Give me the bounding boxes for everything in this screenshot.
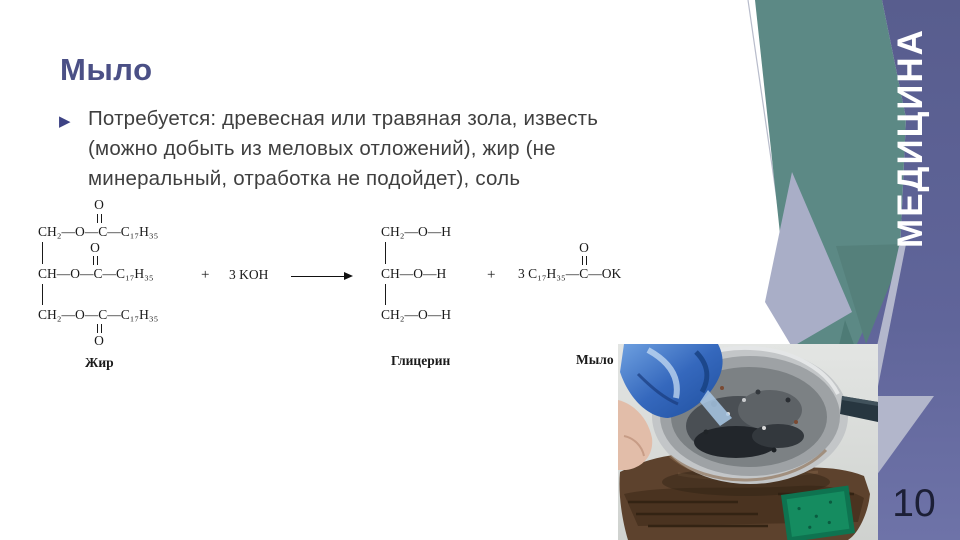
soap-making-photo (618, 344, 878, 540)
glycerin-label: Глицерин (391, 353, 451, 368)
reagent-koh: 3 KOH (229, 267, 269, 282)
fat-oxygen-mid: O (90, 240, 100, 255)
arrow-shaft (291, 276, 344, 277)
fat-label: Жир (85, 355, 114, 370)
bullet-text-line: Потребуется: древесная или травяная зола, известь (88, 107, 599, 130)
fat-row2-formula: CH—O—C—C₁₇H₃₅ (38, 266, 154, 281)
double-bond (97, 214, 102, 223)
soap-label: Мыло (576, 352, 614, 367)
plus-sign: + (487, 267, 496, 283)
soap-formula: 3 C₁₇H₃₅—C—OK (518, 266, 622, 281)
fat-oxygen-top: O (94, 197, 104, 212)
glycerin-row3-formula: CH₂—O—H (381, 307, 451, 322)
page-title: Мыло (60, 52, 153, 87)
bullet-arrow-icon: ▶ (59, 113, 71, 130)
double-bond (582, 256, 587, 265)
green-sponge (781, 486, 855, 540)
glycerin-row1-formula: CH₂—O—H (381, 224, 451, 239)
fat-row1-formula: CH₂—O—C—C₁₇H₃₅ (38, 224, 159, 239)
single-bond (385, 284, 386, 305)
arrow-head (344, 272, 353, 280)
single-bond (42, 242, 43, 264)
plus-sign: + (201, 267, 210, 283)
double-bond (97, 324, 102, 333)
single-bond (385, 242, 386, 264)
glycerin-row2-formula: CH—O—H (381, 266, 447, 281)
reaction-arrow-icon (291, 271, 353, 283)
double-bond (93, 256, 98, 265)
fat-row3-formula: CH₂—O—C—C₁₇H₃₅ (38, 307, 159, 322)
fat-oxygen-bottom: O (94, 333, 104, 348)
bullet-text-line: (можно добыть из меловых отложений), жир (не (88, 137, 556, 160)
soap-oxygen: O (579, 240, 589, 255)
bullet-text-line: минеральный, отработка не подойдет), соль (88, 167, 521, 190)
sidebar-vertical-label: МЕДИЦИНА (891, 28, 930, 248)
page-number: 10 (892, 482, 936, 525)
single-bond (42, 284, 43, 305)
